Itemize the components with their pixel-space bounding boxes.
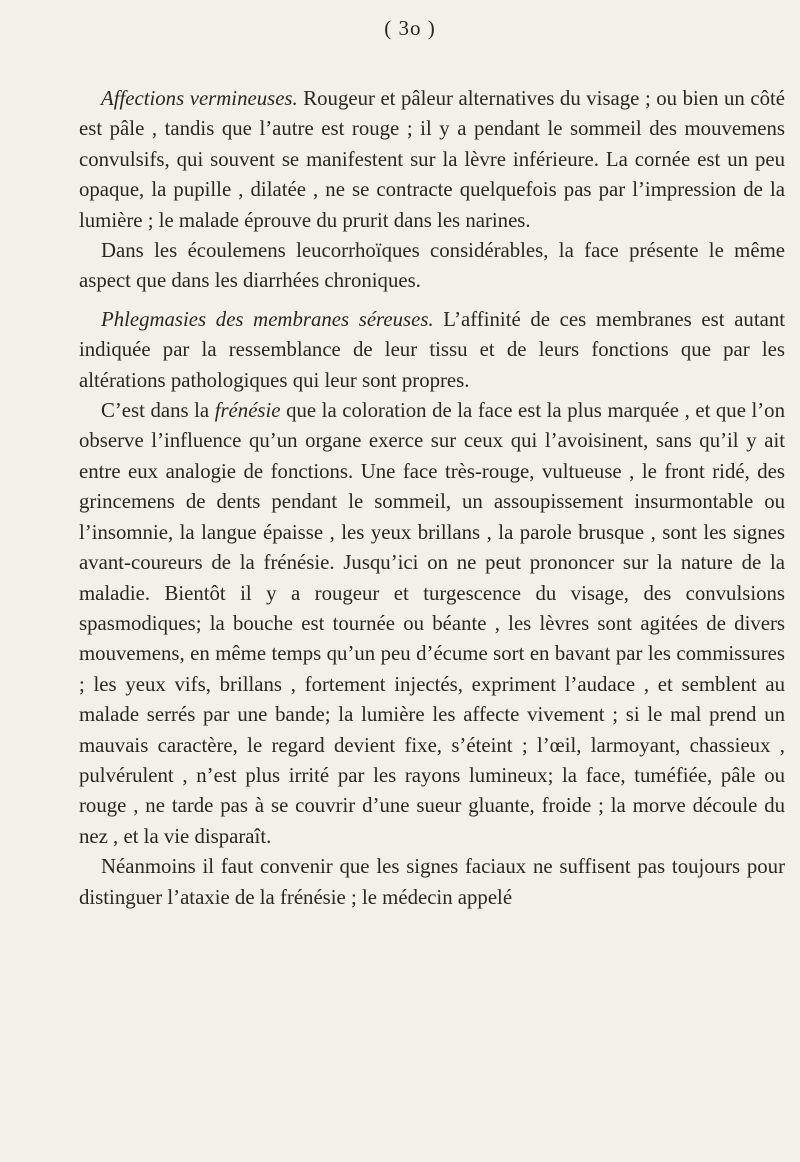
paragraph-frenesie xyxy=(79,396,785,852)
paragraph-text: Rougeur et pâleur alternatives du visage ; ou bien un côté est pâle , tandis que l’autre est rouge ; il y a pendant le sommeil des mouvemens convulsifs, qui souvent se manifestent sur la lèvre inférieure. La cornée est un peu opaque, la pupille , dilatée , ne se contracte quelquefois pas par l’impression de la lumière ; le malade éprouve du prurit dans les narines. xyxy=(79,87,785,232)
section-heading-affections-vermineuses: Affections vermineuses. xyxy=(101,87,298,110)
body-text xyxy=(79,84,785,913)
emphasis-frenesie: frénésie xyxy=(214,399,281,423)
paragraph-prefix: C’est dans la xyxy=(101,399,215,423)
paragraph-text: que la coloration de la face est la plus marquée , et que l’on observe l’influence qu’un organe exerce sur ceux qui l’avoisinent, sans qu’il y ait entre eux analogie de fonctions. Une face très-rouge, vultueuse , le front ridé, des grincemens de dents pendant le sommeil, un assoupissement insurmontable ou l’insomnie, la langue épaisse , les yeux brillans , la parole brusque , sont les signes avant-coureurs de la frénésie. Jusqu’ici on ne peut prononcer sur la nature de la maladie. Bientôt il y a rougeur et turgescence du visage, des convulsions spasmodiques; la bouche est tournée ou béante , les lèvres sont agitées de divers mouvemens, en même temps qu’un peu d’écume sort en bavant par les commissures ; les yeux vifs, brillans , fortement injectés, expriment l’audace , et semblent au malade serrés par une bande; la lumière les affecte vivement ; si le mal prend un mauvais caractère, le regard devient fixe, s’éteint ; l’œil, larmoyant, chassieux , pulvérulent , n’est plus irrité par les rayons lumineux; la face, tuméfiée, pâle ou rouge , ne tarde pas à se couvrir d’une sueur gluante, froide ; la morve découle du nez , et la vie disparaît. xyxy=(79,399,785,848)
paragraph-affections-vermineuses xyxy=(79,84,785,236)
paragraph-text: Dans les écoulemens leucorrhoïques considérables, la face présente le même aspect que dans les diarrhées chroniques. xyxy=(79,239,785,293)
page-number: ( 3o ) xyxy=(384,16,436,40)
paragraph-ecoulemens-leucorrhoiques xyxy=(79,236,785,297)
section-heading-phlegmasies: Phlegmasies des membranes séreuses. xyxy=(101,307,434,331)
paragraph-text: L’affinité de ces membranes est autant indiquée par la ressemblance de leur tissu et de leurs fonctions que par les altérations pathologiques qui leur sont propres. xyxy=(79,307,786,392)
paragraph-phlegmasies xyxy=(79,305,785,396)
paragraph-neanmoins xyxy=(79,852,785,913)
paragraph-text: Néanmoins il faut convenir que les signes faciaux ne suffisent pas toujours pour distinguer l’ataxie de la frénésie ; le médecin appelé xyxy=(79,855,785,909)
